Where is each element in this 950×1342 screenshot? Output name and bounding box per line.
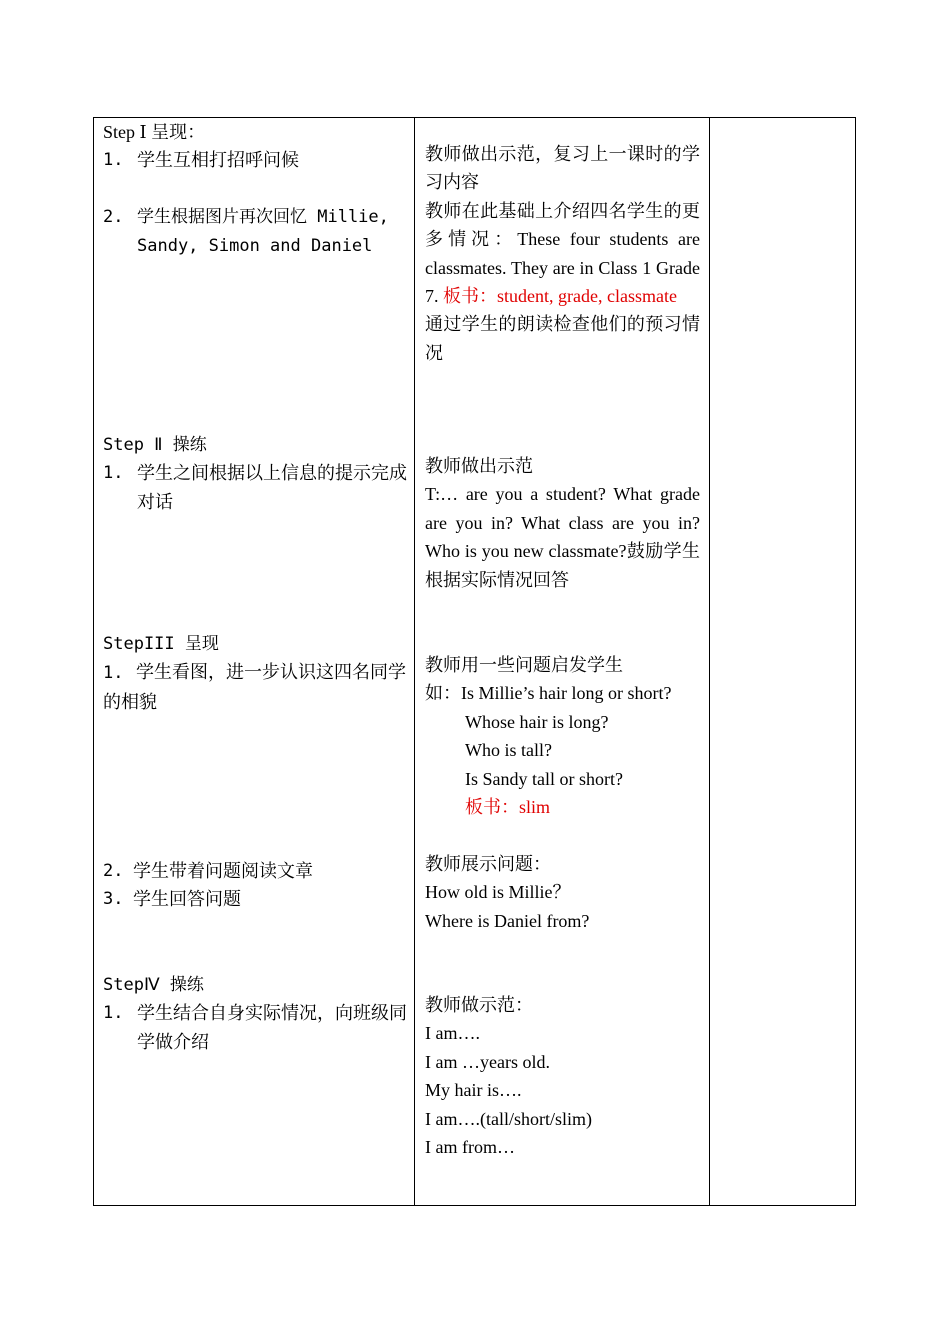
column-divider xyxy=(709,118,710,1205)
step3-question: Whose hair is long? xyxy=(465,711,609,732)
board-note: 板书：slim xyxy=(465,797,551,818)
step3b-teacher xyxy=(425,850,700,935)
step1-item1: 1. 学生互相打招呼问候 xyxy=(103,150,299,171)
step3-item2: 2. 学生带着问题阅读文章 xyxy=(103,861,313,881)
step3b-teacher-prompt: 教师展示问题： xyxy=(425,854,551,874)
step2-item1: 1. 学生之间根据以上信息的提示完成对话 xyxy=(103,463,407,512)
step4-model-line: I am….(tall/short/slim) xyxy=(425,1108,592,1129)
step2-teacher xyxy=(425,452,700,594)
step2-title: Step Ⅱ 操练 xyxy=(103,435,207,455)
column-divider xyxy=(414,118,415,1205)
step4-model-line: I am…. xyxy=(425,1023,480,1044)
step4-model-line: I am from… xyxy=(425,1137,515,1158)
step3-item3: 3. 学生回答问题 xyxy=(103,889,241,910)
step3-question: Is Sandy tall or short? xyxy=(465,768,623,789)
step3b-question: Where is Daniel from? xyxy=(425,910,590,931)
step3-teacher xyxy=(425,651,700,821)
board-note: 板书：student, grade, classmate xyxy=(443,286,677,307)
step4-title: StepⅣ 操练 xyxy=(103,975,204,995)
step1-title: Step Ⅰ 呈现： xyxy=(103,122,206,142)
step4-model-line: My hair is…. xyxy=(425,1080,522,1101)
step3-title: StepIII 呈现 xyxy=(103,634,219,654)
step4-model-line: I am …years old. xyxy=(425,1051,550,1072)
step4-teacher xyxy=(425,991,700,1161)
step2-teacher-questions: T:… are you a student? What grade are you in? What class are you in? Who is you new classmate?鼓励学生根据实际情况回答 xyxy=(425,484,700,590)
lesson-plan-table xyxy=(93,117,856,1206)
step3-teacher-prompt: 教师用一些问题启发学生 xyxy=(425,655,623,675)
step2-teacher-demo: 教师做出示范 xyxy=(425,456,533,476)
teacher-activity-column xyxy=(425,140,700,367)
step1-teacher-check: 通过学生的朗读检查他们的预习情况 xyxy=(425,314,700,363)
step3-question: Who is tall? xyxy=(465,740,552,761)
step1-teacher-demo: 教师做出示范，复习上一课时的学习内容 xyxy=(425,144,700,193)
step1-item2: 2. 学生根据图片再次回忆 Millie, Sandy, Simon and Daniel xyxy=(103,207,389,256)
notes-column xyxy=(715,118,851,1205)
step3-question: 如：Is Millie’s hair long or short? xyxy=(425,683,672,704)
step3b-question: How old is Millie？ xyxy=(425,882,571,903)
step3-item1: 1. 学生看图，进一步认识这四名同学的相貌 xyxy=(103,662,406,712)
step1-teacher-intro: 教师在此基础上介绍四名学生的更多情况：These four students are classmates. They are in Class 1 Grade 7. 板书：student, grade, classmate xyxy=(425,200,700,307)
step4-item1: 1. 学生结合自身实际情况，向班级同学做介绍 xyxy=(103,1003,407,1052)
step4-teacher-prompt: 教师做示范： xyxy=(425,995,533,1015)
